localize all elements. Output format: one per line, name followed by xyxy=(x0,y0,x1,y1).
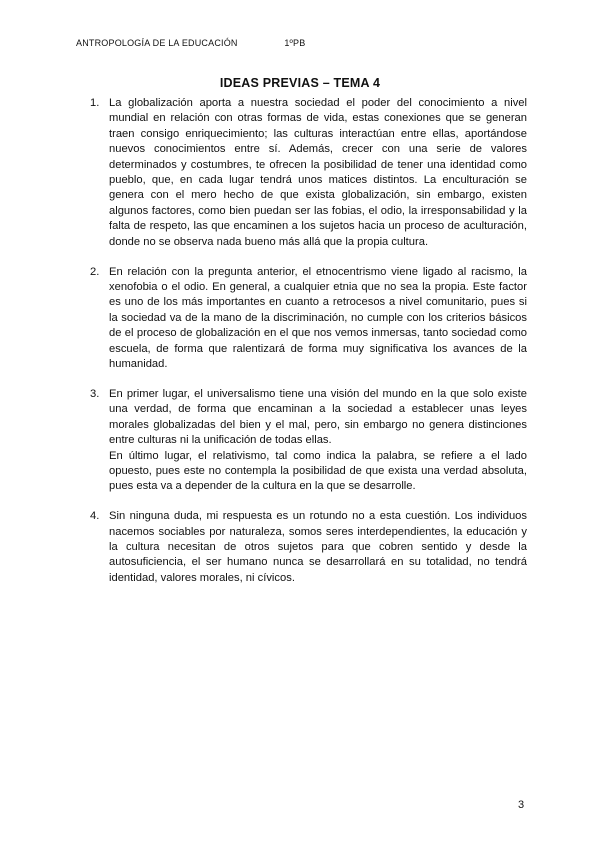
header-course: 1ºPB xyxy=(284,38,306,48)
list-item-4 xyxy=(90,509,527,586)
page-title: IDEAS PREVIAS – TEMA 4 xyxy=(219,76,381,90)
item-paragraph: En relación con la pregunta anterior, el etnocentrismo viene ligado al racismo, la xenofobia o el odio. En general, a cualquier etnia que no sea la propia. Este factor es uno de los más importantes en cuanto a retrocesos a nivel comunitario, pues si la sociedad va de la mano de la discriminación, no cumple con los criterios básicos de el proceso de globalización en el que nos vemos inmersas, tanto sociedad como escuela, de forma que ralentizará de forma muy significativa los avances de la humanidad. xyxy=(109,265,527,370)
item-paragraph: La globalización aporta a nuestra sociedad el poder del conocimiento a nivel mundial en relación con otras formas de vida, estas conexiones que se generan traen consigo enriquecimiento; las culturas interactúan entre ellas, aportándose nuevos conocimientos entre sí. Además, crecer con una serie de valores determinados y costumbres, te ofrecen la posibilidad de tener una identidad como pueblo, que, en cada lugar tendrá unos matices distintos. La enculturación se genera con el mero hecho de que exista globalización, sin embargo, existen algunos factores, como bien puedan ser las fobias, el odio, la irresponsabilidad y la falta de respeto, las que encaminen a los sujetos hacia un proceso de aculturación, donde no se observa nada bueno más allá que la propia cultura. xyxy=(109,97,527,248)
item-paragraph: Sin ninguna duda, mi respuesta es un rotundo no a esta cuestión. Los individuos nacemos sociables por naturaleza, somos seres interdependientes, la educación y la cultura necesitan de otros sujetos para que cobren sentido y desde la autosuficiencia, el ser humano nunca se desarrollará en su totalidad, no tendrá identidad, valores morales, ni cívicos. xyxy=(109,510,527,584)
item-number: 2. xyxy=(90,265,100,278)
item-number: 3. xyxy=(90,387,100,400)
list-item-1 xyxy=(90,96,527,250)
item-paragraph: En último lugar, el relativismo, tal como indica la palabra, se refiere a el lado opuesto, pues este no contempla la posibilidad de que exista una verdad absoluta, pues esta va a depender de la cultura en la que se desarrolle. xyxy=(109,449,527,493)
list-item-2 xyxy=(90,265,527,373)
answers-list xyxy=(90,96,527,601)
page-number: 3 xyxy=(518,799,525,811)
item-number: 1. xyxy=(90,97,100,109)
page-header xyxy=(76,38,305,48)
header-subject: ANTROPOLOGÍA DE LA EDUCACIÓN xyxy=(76,38,238,48)
item-paragraph: En primer lugar, el universalismo tiene una visión del mundo en la que solo existe una verdad, de forma que encaminan a la sociedad a establecer unas leyes morales globalizadas del bien y el mal, pero, sin embargo no genera distinciones entre culturas ni la unificación de todas ellas. xyxy=(109,387,527,447)
item-number: 4. xyxy=(90,510,100,523)
list-item-3 xyxy=(90,387,527,495)
